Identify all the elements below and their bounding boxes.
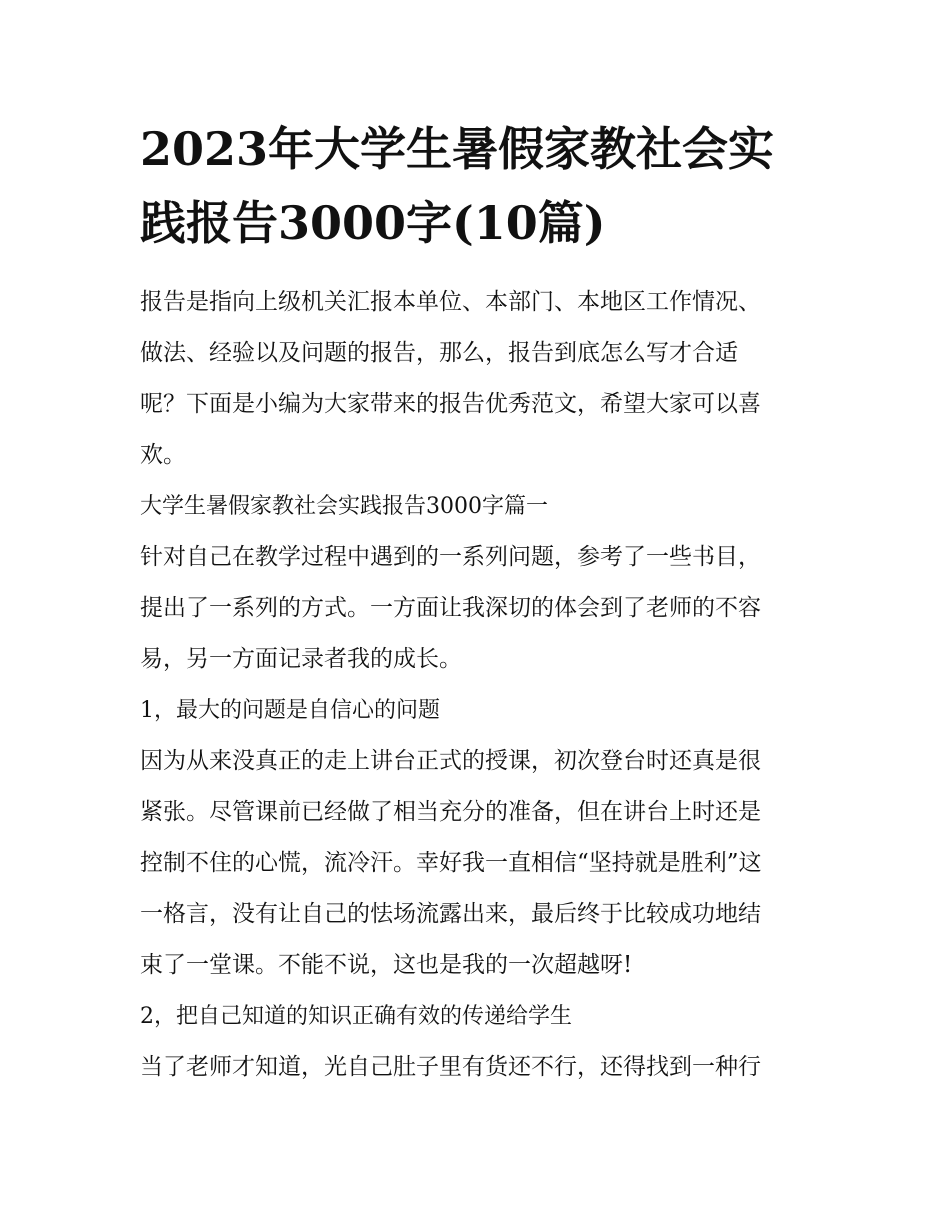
paragraph-line: 提出了一系列的方式。一方面让我深切的体会到了老师的不容 (140, 595, 761, 621)
intro-line: 做法、经验以及问题的报告，那么，报告到底怎么写才合适 (140, 340, 738, 366)
document-body (140, 277, 820, 1093)
paragraph-line: 控制不住的心慌，流冷汗。幸好我一直相信“坚持就是胜利”这 (140, 850, 762, 876)
paragraph-line: 因为从来没真正的走上讲台正式的授课，初次登台时还真是很 (140, 748, 761, 774)
point-heading: 2，把自己知道的知识正确有效的传递给学生 (140, 1004, 572, 1029)
point-heading: 1，最大的问题是自信心的问题 (140, 698, 440, 723)
intro-line: 报告是指向上级机关汇报本单位、本部门、本地区工作情况、 (140, 289, 761, 315)
paragraph-line: 当了老师才知道，光自己肚子里有货还不行，还得找到一种行 (140, 1054, 761, 1080)
paragraph-line: 针对自己在教学过程中遇到的一系列问题，参考了一些书目， (140, 544, 761, 570)
paragraph-line: 束了一堂课。不能不说，这也是我的一次超越呀! (140, 952, 633, 978)
paragraph-line: 紧张。尽管课前已经做了相当充分的准备，但在讲台上时还是 (140, 799, 761, 825)
intro-line: 呢？下面是小编为大家带来的报告优秀范文，希望大家可以喜 (140, 391, 761, 417)
title-line: 践报告3000字(10篇) (140, 196, 606, 250)
paragraph-line: 易，另一方面记录者我的成长。 (140, 646, 462, 672)
section-heading: 大学生暑假家教社会实践报告3000字篇一 (140, 494, 548, 519)
paragraph-line: 一格言，没有让自己的怯场流露出来，最后终于比较成功地结 (140, 901, 761, 927)
intro-line: 欢。 (140, 442, 186, 468)
document-title (140, 112, 820, 260)
title-line: 2023年大学生暑假家教社会实 (140, 122, 775, 176)
